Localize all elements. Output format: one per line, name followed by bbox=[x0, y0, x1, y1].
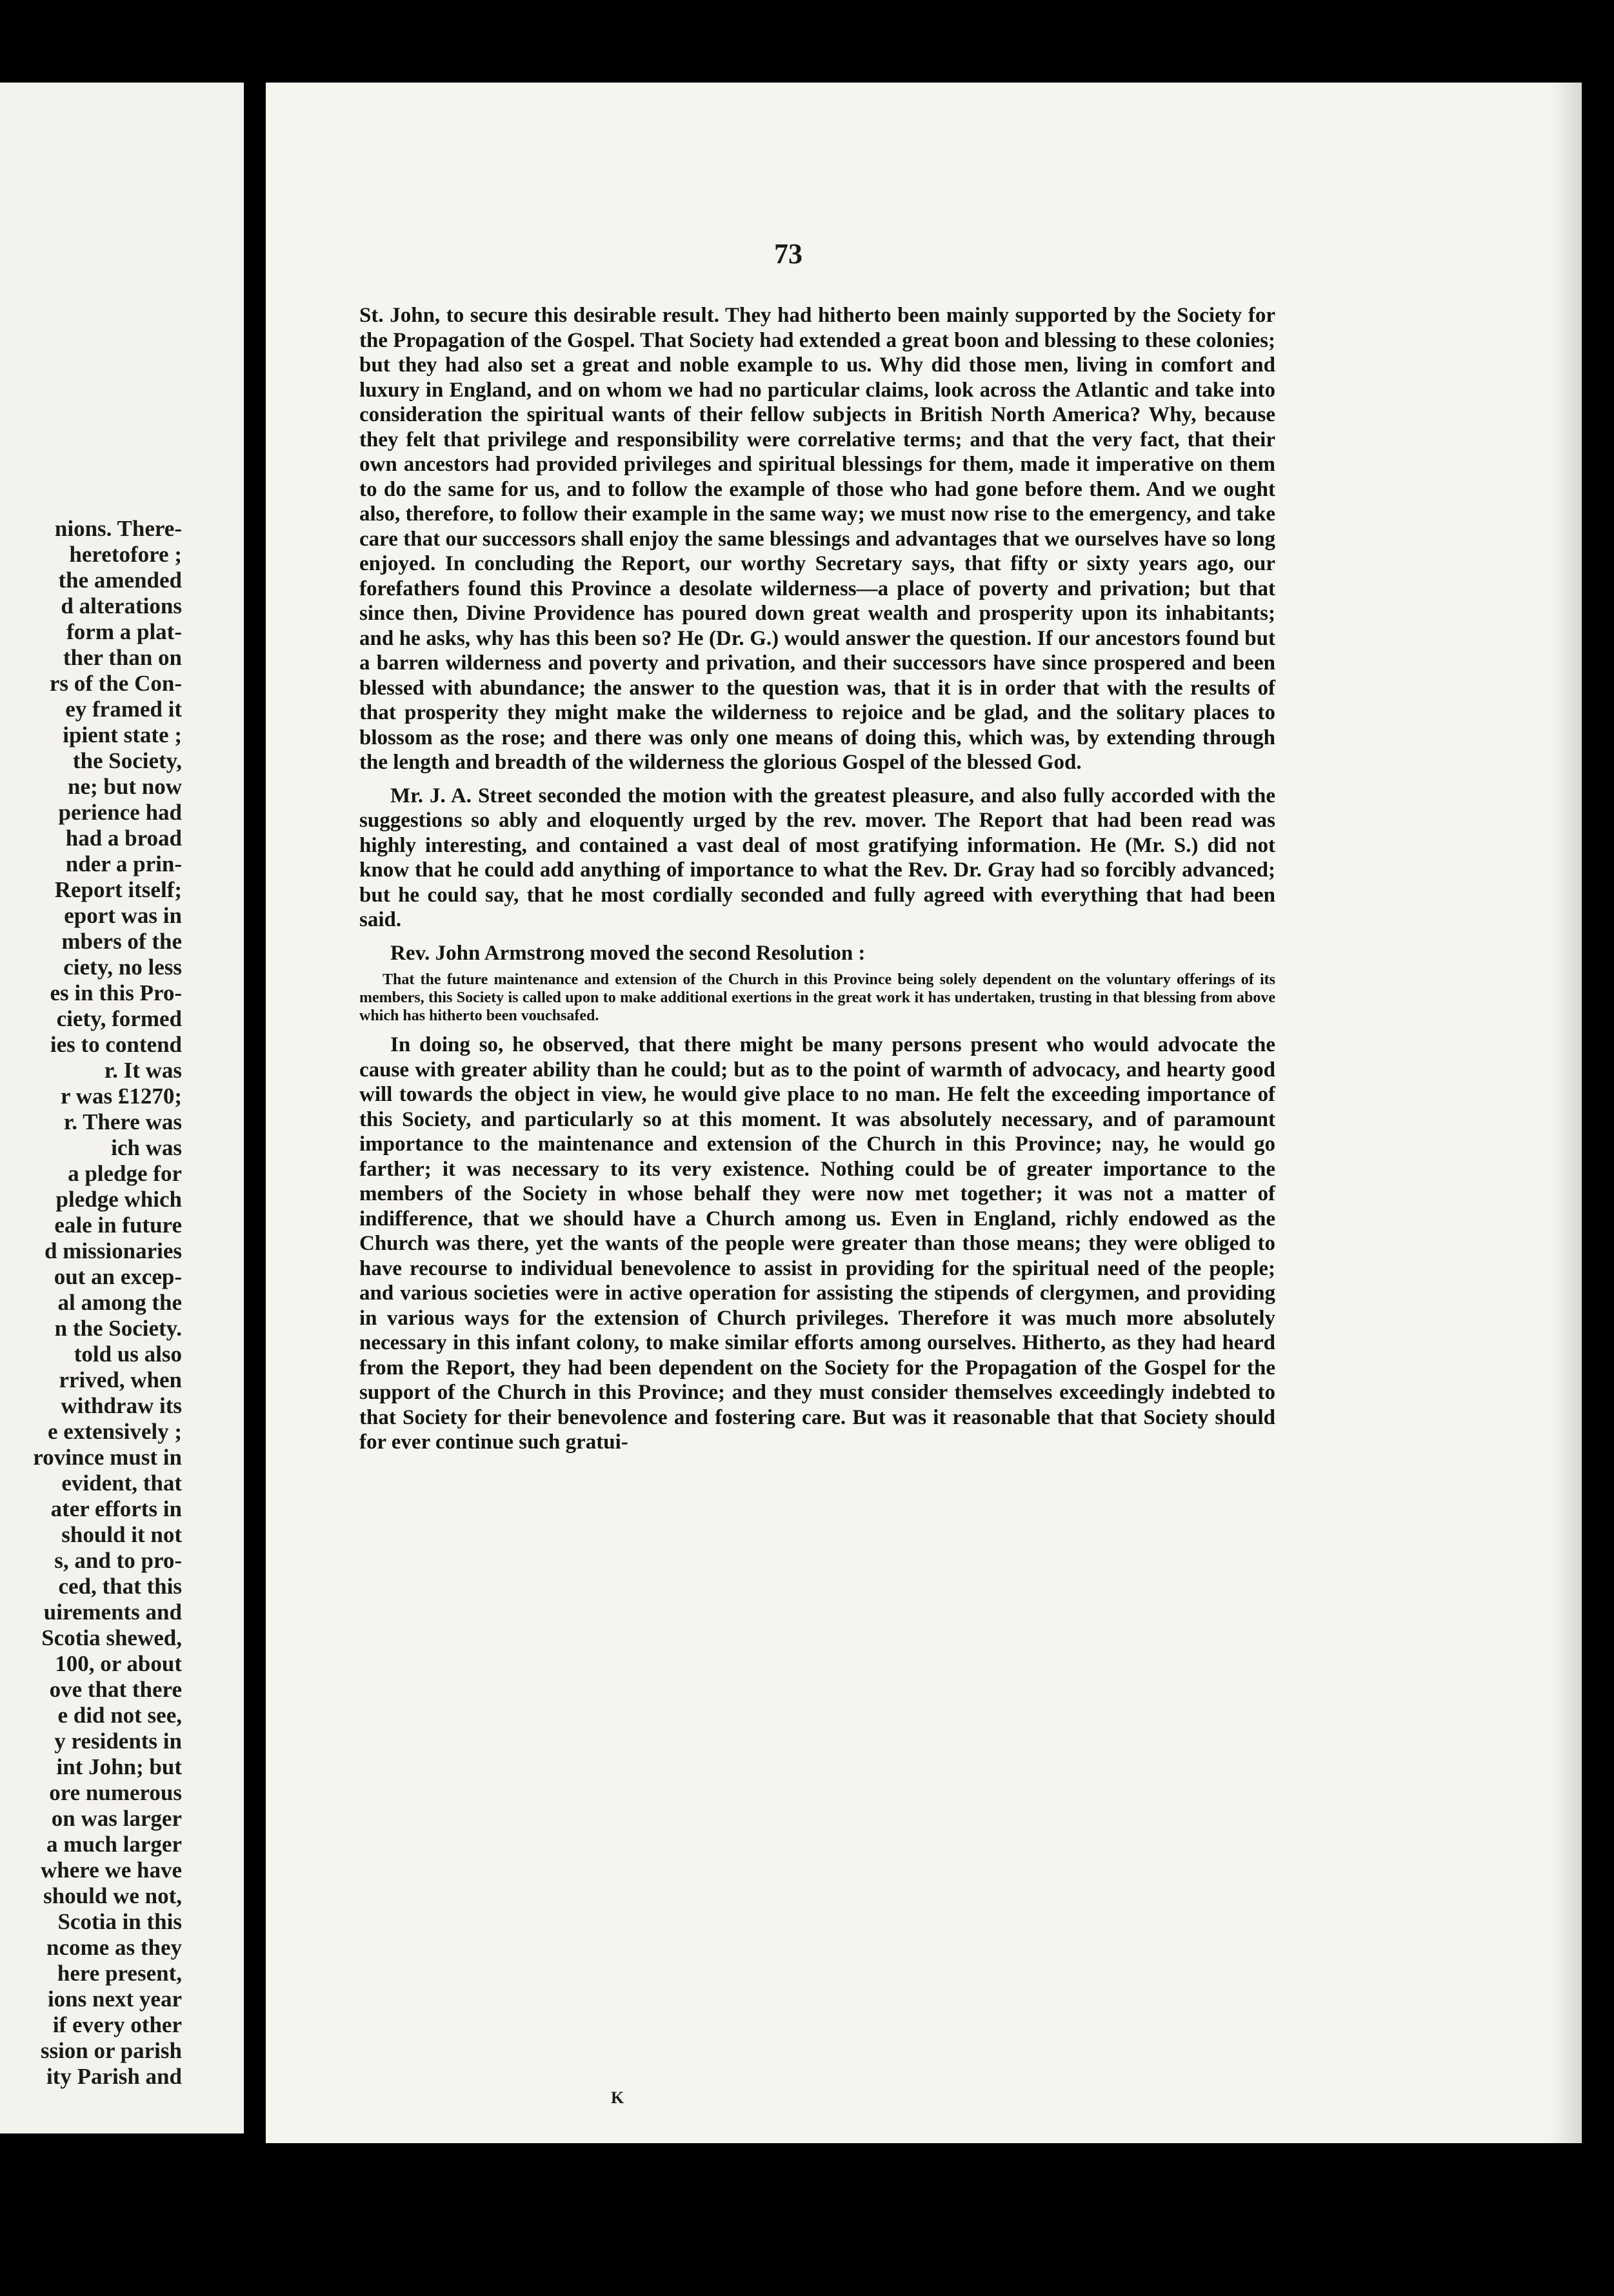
left-page-line: heretofore ; bbox=[69, 542, 182, 567]
left-page-line: Scotia shewed, bbox=[41, 1625, 182, 1650]
left-page-line: here present, bbox=[57, 1961, 182, 1986]
left-page-line: ove that there bbox=[49, 1677, 182, 1702]
left-page-line: ipient state ; bbox=[63, 722, 182, 747]
book-gutter bbox=[244, 0, 263, 2296]
left-page-line: form a plat- bbox=[66, 619, 182, 644]
left-page-line: a pledge for bbox=[68, 1161, 182, 1186]
left-page-line: e extensively ; bbox=[48, 1419, 182, 1444]
signature-mark: K bbox=[611, 2088, 624, 2107]
paragraph-armstrong-speech: In doing so, he observed, that there might be many persons present who would advocate the cause with greater ability than he could; but as to the point of warmth of advocacy, and hearty good will towards the object in view, he would give place to no man. He felt the exceeding importance of this Society, and particularly so at this moment. It was absolutely necessary, and of paramount importance to the maintenance and extension of the Church in this Province; nay, he would go farther; it was necessary to its very existence. Nothing could be of greater importance to the members of the Society in whose behalf they were now met together; it was not a matter of indifference, that we should have a Church among us. Even in England, richly endowed as the Church was there, yet the wants of the people were greater than those means; they were obliged to have recourse to individual benevolence to assist in providing for the spiritual need of the people; and various societies were in active operation for assisting the stipends of clergymen, and providing in various ways for the extension of Church privileges. Therefore it was much more absolutely necessary in this infant colony, to make similar efforts among ourselves. Hitherto, as they had heard from the Report, they had been dependent on the Society for the Propagation of the Gospel for the support of the Church in this Province; and they must consider themselves exceedingly indebted to that Society for their benevolence and fostering care. But was it reasonable that that Society should for ever continue such gratui- bbox=[359, 1033, 1275, 1454]
left-page-line: rrived, when bbox=[59, 1367, 182, 1392]
left-page-line: rovince must in bbox=[33, 1445, 182, 1470]
left-page-line: es in this Pro- bbox=[50, 980, 182, 1005]
left-page-line: had a broad bbox=[65, 826, 182, 851]
left-page-line: r. It was bbox=[104, 1058, 182, 1083]
left-page-line: ies to contend bbox=[50, 1032, 182, 1057]
left-page-line: uirements and bbox=[43, 1599, 182, 1625]
left-page-line: r. There was bbox=[63, 1109, 182, 1134]
left-page-line: ciety, formed bbox=[56, 1006, 182, 1031]
left-page-line: ncome as they bbox=[46, 1935, 182, 1960]
left-page-line: n the Society. bbox=[54, 1316, 182, 1341]
article-body bbox=[359, 303, 1275, 1455]
left-page-line: s, and to pro- bbox=[54, 1548, 182, 1573]
left-page-line: al among the bbox=[57, 1290, 182, 1315]
left-page-line: the Society, bbox=[72, 748, 182, 773]
left-page-line: ater efforts in bbox=[50, 1496, 182, 1521]
left-page-line: on was larger bbox=[51, 1806, 182, 1831]
resolution-text: That the future maintenance and extension of the Church in this Province being solely dependent on the voluntary offerings of its members, this Society is called upon to make additional exertions in the great work it has undertaken, trusting in that blessing from above which has hitherto been vouchsafed. bbox=[359, 971, 1275, 1024]
left-page-line: nions. There- bbox=[54, 516, 182, 541]
paragraph-armstrong-moves: Rev. John Armstrong moved the second Resolution : bbox=[390, 941, 866, 965]
left-page-line: d missionaries bbox=[45, 1238, 182, 1263]
left-page-line: evident, that bbox=[61, 1470, 182, 1496]
left-page-line: where we have bbox=[40, 1857, 182, 1883]
left-page-line: rs of the Con- bbox=[49, 671, 182, 696]
left-page-line: ey framed it bbox=[65, 697, 182, 722]
paragraph-street-seconds: Mr. J. A. Street seconded the motion with the greatest pleasure, and also fully accorded with the suggestions so ably and eloquently urged by the rev. mover. The Report that had been read was highly interesting, and contained a vast deal of most gratifying information. He (Mr. S.) did not know that he could add anything of importance to what the Rev. Dr. Gray had so forcibly advanced; but he could say, that he most cordially seconded and fully agreed with everything that had been said. bbox=[359, 784, 1275, 931]
left-page-line: ced, that this bbox=[58, 1574, 182, 1599]
left-page-line: ich was bbox=[111, 1135, 182, 1160]
left-page-line: eport was in bbox=[64, 903, 182, 928]
left-page-line: e did not see, bbox=[57, 1703, 182, 1728]
left-page-line: told us also bbox=[74, 1341, 182, 1367]
left-page-line: ions next year bbox=[47, 1986, 182, 2012]
left-page bbox=[0, 83, 244, 2133]
left-page-line: withdraw its bbox=[61, 1393, 182, 1418]
left-page-line: pledge which bbox=[55, 1187, 182, 1212]
left-page-line: r was £1270; bbox=[61, 1084, 182, 1109]
page-number: 73 bbox=[774, 238, 802, 270]
left-page-line: nder a prin- bbox=[65, 851, 182, 876]
left-page-line: out an excep- bbox=[54, 1264, 182, 1289]
left-page-line: should we not, bbox=[43, 1883, 182, 1908]
page-edge-shadow bbox=[1551, 83, 1582, 2143]
left-page-line: the amended bbox=[58, 568, 182, 593]
left-page-line: ne; but now bbox=[68, 774, 182, 799]
left-page-line: ther than on bbox=[63, 645, 182, 670]
left-page-line: 100, or about bbox=[55, 1651, 182, 1676]
left-page-line: should it not bbox=[61, 1522, 182, 1547]
left-page-line: ity Parish and bbox=[46, 2064, 182, 2089]
left-page-line: ssion or parish bbox=[40, 2038, 182, 2063]
paragraph-continuation: St. John, to secure this desirable result. They had hitherto been mainly supported by the Society for the Propagation of the Gospel. That Society had extended a great boon and blessing to these colonies; but they had also set a great and noble example to us. Why did those men, living in comfort and luxury in England, and on whom we had no particular claims, look across the Atlantic and take into consideration the spiritual wants of their fellow subjects in British North America? Why, because they felt that privilege and responsibility were correlative terms; and that the very fact, that their own ancestors had provided privileges and spiritual blessings for them, made it imperative on them to do the same for us, and to follow the example of those who had gone before them. And we ought also, therefore, to follow their example in the same way; we must now rise to the emergency, and take care that our successors shall enjoy the same blessings and advantages that we ourselves have so long enjoyed. In concluding the Report, our worthy Secretary says, that fifty or sixty years ago, our forefathers found this Province a desolate wilderness—a place of poverty and privation; but that since then, Divine Providence has poured down great wealth and prosperity upon its inhabitants; and he asks, why has this been so? He (Dr. G.) would answer the question. If our ancestors found but a barren wilderness and poverty and privation, and their successors have since prospered and been blessed with abundance; the answer to the question was, that it is in order that with the results of that prosperity they might make the wilderness to rejoice and be glad, and the solitary places to blossom as the rose; and there was only one means of doing this, which was, by extending through the length and breadth of the wilderness the glorious Gospel of the blessed God. bbox=[359, 304, 1275, 774]
left-page-line: a much larger bbox=[46, 1832, 182, 1857]
left-page-line: if every other bbox=[52, 2012, 182, 2037]
left-page-line: eale in future bbox=[54, 1212, 182, 1238]
left-page-line: Report itself; bbox=[54, 877, 182, 902]
left-page-line: Scotia in this bbox=[57, 1909, 182, 1934]
left-page-line: perience had bbox=[58, 800, 182, 825]
left-page-line: int John; but bbox=[56, 1754, 182, 1779]
left-page-line: d alterations bbox=[61, 593, 182, 619]
right-page bbox=[266, 83, 1582, 2143]
left-page-line: mbers of the bbox=[61, 929, 182, 954]
left-page-line: ciety, no less bbox=[63, 955, 182, 980]
left-page-line: y residents in bbox=[54, 1728, 182, 1754]
left-page-text bbox=[0, 516, 182, 2090]
left-page-line: ore numerous bbox=[49, 1780, 182, 1805]
